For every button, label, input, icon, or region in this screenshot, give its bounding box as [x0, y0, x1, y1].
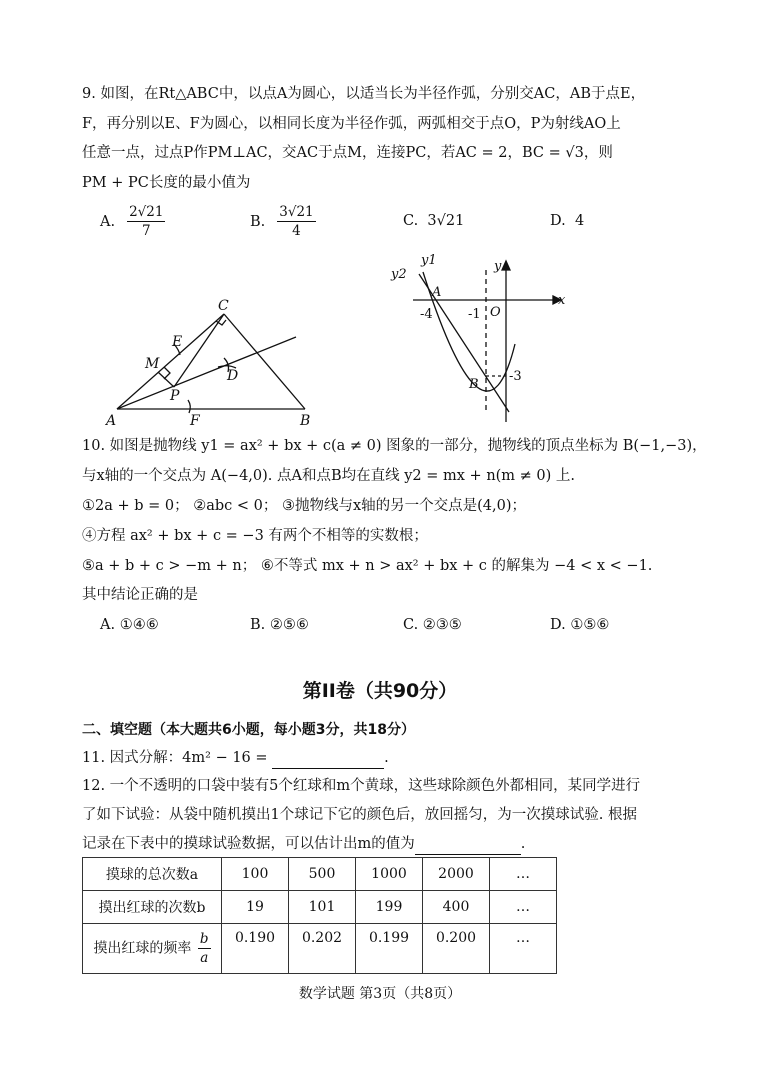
label-f: F	[190, 413, 200, 429]
label-d: D	[227, 368, 239, 384]
row-header-red-frequency: 摸出红球的频率 $\frac{b}{a}$	[83, 924, 222, 974]
q9-line-4: PM + PC长度的最小值为	[82, 175, 251, 191]
q9-option-a: A. $\frac{2√21}{7}$	[100, 204, 164, 239]
label-y: y	[494, 259, 502, 274]
table-cell: 19	[222, 891, 289, 924]
arc-f	[188, 400, 190, 413]
q10-line-6: 其中结论正确的是	[82, 587, 198, 603]
q11-line	[82, 748, 389, 769]
table-cell: …	[490, 891, 557, 924]
q9-option-d: D. 4	[550, 213, 585, 229]
label-b: B	[469, 377, 479, 392]
table-cell: 0.199	[356, 924, 423, 974]
q12-answer-blank[interactable]	[415, 834, 521, 855]
table-row	[83, 891, 557, 924]
label-p: P	[170, 388, 180, 404]
label-y2: y2	[391, 267, 407, 282]
q10-option-d: D. ①⑤⑥	[550, 617, 610, 633]
label-minus-1: -1	[468, 307, 481, 322]
label-origin: O	[490, 305, 501, 320]
label-m: M	[145, 356, 160, 372]
q9-line-1: 9. 如图，在Rt△ABC中，以点A为圆心，以适当长为半径作弧，分别交AC，AB于点E，	[82, 86, 646, 102]
q11-end: .	[384, 750, 389, 766]
label-e: E	[172, 334, 183, 350]
table-row	[83, 858, 557, 891]
frequency-numerator: b	[199, 931, 209, 947]
table-cell: …	[490, 924, 557, 974]
q10-line-5: ⑤a + b + c > −m + n； ⑥不等式 mx + n > ax² + bx + c 的解集为 −4 < x < −1.	[82, 558, 653, 574]
label-minus-4: -4	[420, 307, 433, 322]
q9-option-b: B. $\frac{3√21}{4}$	[250, 204, 314, 239]
segment-pm	[158, 372, 174, 387]
label-y1: y1	[421, 253, 437, 268]
q10-option-c: C. ②③⑤	[403, 617, 462, 633]
label-c: C	[218, 298, 229, 314]
label-a: A	[432, 285, 442, 300]
q9-option-b-numerator: 3√21	[279, 204, 314, 220]
row-header-total: 摸球的总次数a	[83, 858, 222, 891]
q9-option-c: C. 3√21	[403, 213, 465, 229]
section-2-title: 第II卷（共90分）	[302, 680, 458, 702]
table-cell: 500	[289, 858, 356, 891]
table-cell: 0.190	[222, 924, 289, 974]
q10-line-1: 10. 如图是抛物线 y1 = ax² + bx + c(a ≠ 0) 图象的一部分，抛物线的顶点坐标为 B(−1,−3)，	[82, 438, 707, 454]
part-2-heading: 二、填空题（本大题共6小题，每小题3分，共18分）	[82, 722, 415, 738]
q11-text: 11. 因式分解：4m² − 16 =	[82, 750, 268, 766]
table-cell: 0.200	[423, 924, 490, 974]
label-b: B	[300, 413, 311, 429]
q11-answer-blank[interactable]	[272, 748, 384, 769]
page-footer: 数学试题 第3页（共8页）	[298, 986, 462, 1002]
ray-ao	[117, 337, 296, 409]
q9-line-3: 任意一点，过点P作PM⊥AC，交AC于点M，连接PC，若AC = 2，BC = √3，则	[82, 145, 613, 161]
table-cell: 101	[289, 891, 356, 924]
trial-data-table	[82, 857, 557, 974]
table-cell: 2000	[423, 858, 490, 891]
q9-option-b-denominator: 4	[292, 223, 301, 239]
right-angle-m	[164, 367, 170, 379]
q12-line-2: 了如下试验：从袋中随机摸出1个球记下它的颜色后，放回摇匀，为一次摸球试验. 根据	[82, 807, 637, 823]
q10-option-a: A. ①④⑥	[100, 617, 159, 633]
q10-line-2: 与x轴的一个交点为 A(−4,0). 点A和点B均在直线 y2 = mx + n(m ≠ 0) 上.	[82, 468, 576, 484]
q10-line-4: ④方程 ax² + bx + c = −3 有两个不相等的实数根；	[82, 528, 428, 544]
table-cell: 100	[222, 858, 289, 891]
q12-end: .	[520, 836, 526, 852]
q10-line-3: ①2a + b = 0； ②abc < 0； ③抛物线与x轴的另一个交点是(4,0)；	[82, 498, 527, 514]
q9-option-a-numerator: 2√21	[129, 204, 164, 220]
table-cell: …	[490, 858, 557, 891]
frequency-denominator: a	[200, 950, 209, 966]
label-minus-3: -3	[509, 369, 522, 384]
q12-line-1: 12. 一个不透明的口袋中装有5个红球和m个黄球，这些球除颜色外都相同，某同学进行	[82, 778, 641, 794]
table-cell: 1000	[356, 858, 423, 891]
triangle-figure	[100, 292, 320, 432]
table-row	[83, 924, 557, 974]
table-cell: 199	[356, 891, 423, 924]
table-cell: 0.202	[289, 924, 356, 974]
q9-line-2: F，再分别以E、F为圆心，以相同长度为半径作弧，两弧相交于点O，P为射线AO上	[82, 116, 621, 132]
label-a: A	[106, 413, 117, 429]
label-x: x	[558, 293, 566, 308]
q9-options	[100, 203, 660, 243]
table-cell: 400	[423, 891, 490, 924]
row-header-red-count: 摸出红球的次数b	[83, 891, 222, 924]
parabola-figure	[385, 252, 575, 424]
q12-line-3-text: 记录在下表中的摸球试验数据，可以估计出m的值为	[82, 836, 415, 852]
q10-option-b: B. ②⑤⑥	[250, 617, 309, 633]
y-axis-arrow	[502, 261, 510, 270]
q12-line-3	[82, 834, 525, 855]
q9-option-a-denominator: 7	[141, 223, 151, 239]
